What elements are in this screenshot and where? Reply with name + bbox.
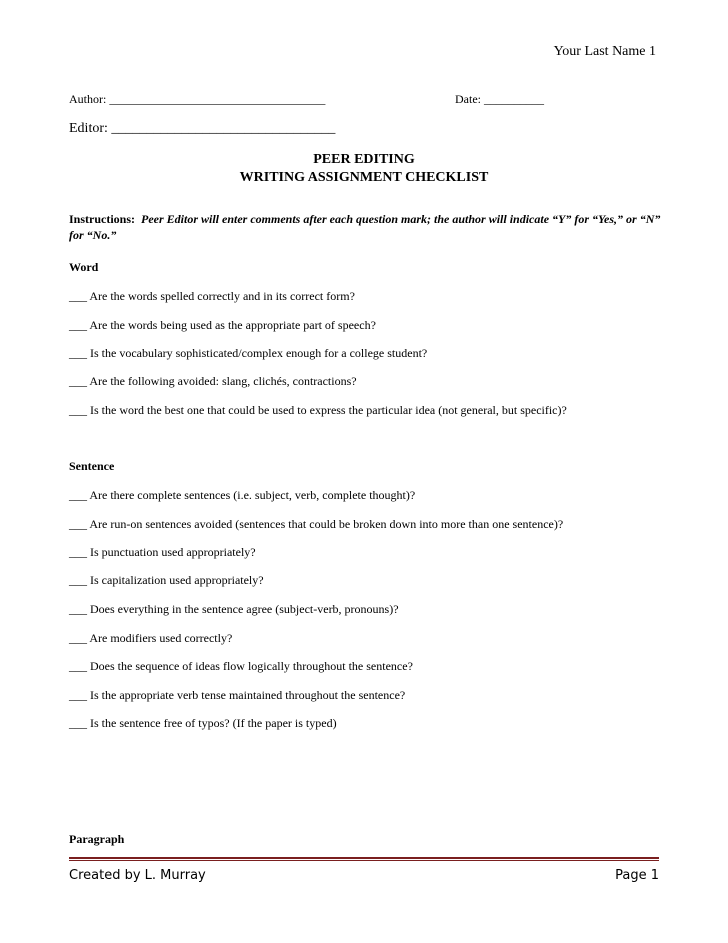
editor-field: Editor: ________________________________	[69, 121, 336, 136]
footer-page-number: Page 1	[615, 868, 659, 883]
title-line-1: PEER EDITING	[313, 152, 415, 167]
section-heading-sentence: Sentence	[69, 459, 115, 473]
checklist-item: ___ Are modifiers used correctly?	[69, 631, 233, 645]
checklist-item: ___ Is the appropriate verb tense maintained throughout the sentence?	[69, 688, 406, 702]
checklist-item: ___ Is the sentence free of typos? (If the paper is typed)	[69, 716, 337, 730]
date-field: Date: __________	[455, 92, 544, 106]
checklist-item: ___ Are the words spelled correctly and in its correct form?	[69, 289, 355, 303]
running-head: Your Last Name 1	[553, 44, 656, 59]
checklist-item: ___ Are the words being used as the appropriate part of speech?	[69, 318, 376, 332]
checklist-item: ___ Are the following avoided: slang, clichés, contractions?	[69, 374, 357, 388]
checklist-item: ___ Is the vocabulary sophisticated/complex enough for a college student?	[69, 346, 428, 360]
instructions-text: Peer Editor will enter comments after each question mark; the author will indicate “Y” for “Yes,” or “N” for “No.”	[69, 212, 661, 242]
author-field: Author: ____________________________________	[69, 92, 326, 106]
footer-rule	[69, 857, 659, 861]
checklist-item: ___ Is the word the best one that could be used to express the particular idea (not general, but specific)?	[69, 403, 567, 417]
section-heading-word: Word	[69, 260, 99, 274]
checklist-item: ___ Are there complete sentences (i.e. subject, verb, complete thought)?	[69, 488, 416, 502]
footer-author: Created by L. Murray	[69, 868, 206, 883]
instructions-label: Instructions:	[69, 212, 136, 226]
title-line-2: WRITING ASSIGNMENT CHECKLIST	[239, 170, 489, 185]
checklist-item: ___ Is capitalization used appropriately?	[69, 573, 264, 587]
instructions	[69, 211, 669, 243]
checklist-item: ___ Does everything in the sentence agree (subject-verb, pronouns)?	[69, 602, 399, 616]
section-heading-paragraph: Paragraph	[69, 832, 125, 846]
checklist-item: ___ Is punctuation used appropriately?	[69, 545, 256, 559]
checklist-item: ___ Does the sequence of ideas flow logically throughout the sentence?	[69, 659, 413, 673]
checklist-item: ___ Are run-on sentences avoided (sentences that could be broken down into more than one sentence)?	[69, 517, 564, 531]
